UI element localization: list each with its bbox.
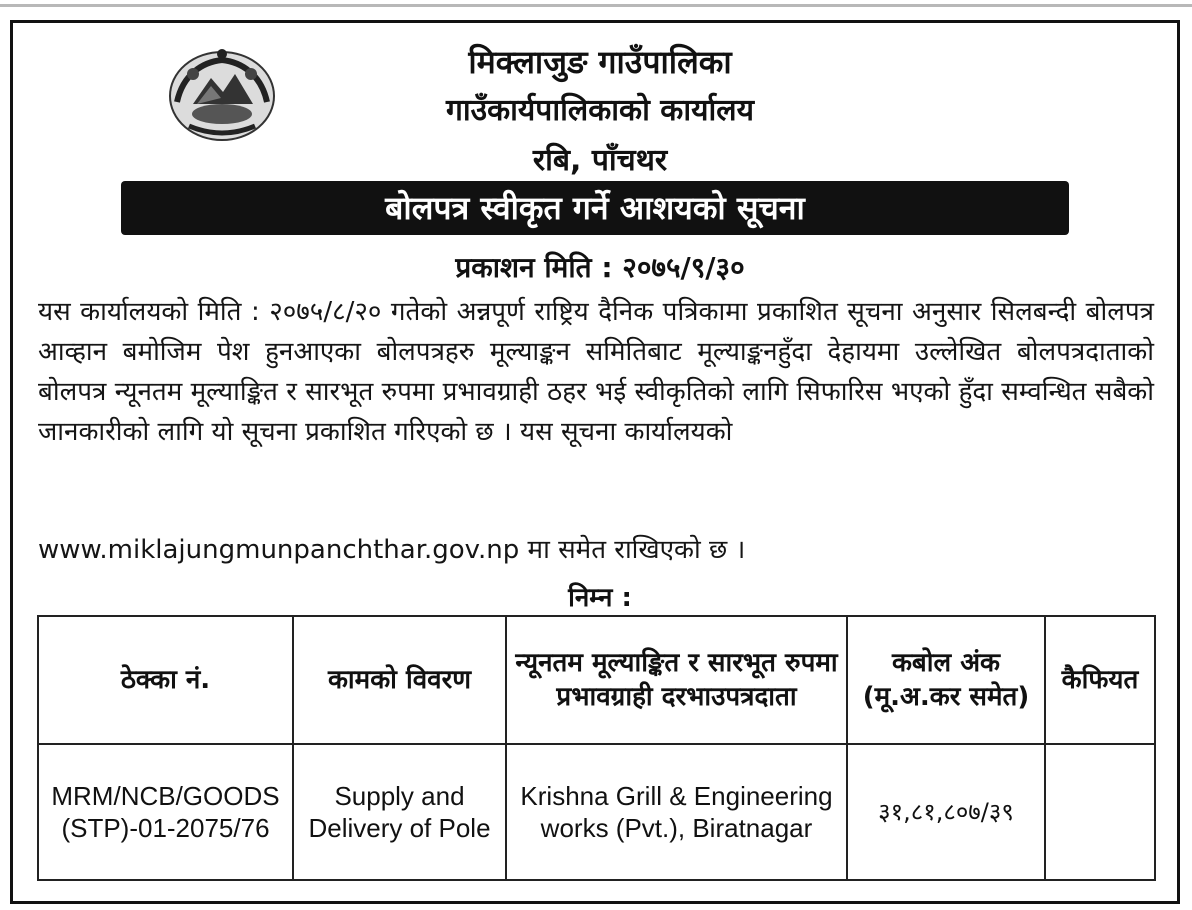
office-name: गाउँकार्यपालिकाको कार्यालय [445, 93, 754, 128]
cell-bidder: Krishna Grill & Engineering works (Pvt.), Biratnagar [506, 744, 847, 880]
notice-title-banner: बोलपत्र स्वीकृत गर्ने आशयको सूचना [121, 181, 1069, 235]
top-rule [0, 4, 1192, 7]
header-bid-amount: कबोल अंक (मू.अ.कर समेत) [847, 616, 1045, 744]
publish-date: प्रकाशन मिति : २०७५/९/३० [455, 251, 745, 284]
header-contract-no: ठेक्का नं. [38, 616, 293, 744]
notice-body [38, 292, 1154, 452]
header-bidder: न्यूनतम मूल्याङ्कित र सारभूत रुपमा प्रभावग्राही दरभाउपत्रदाता [506, 616, 847, 744]
municipality-name: मिक्लाजुङ गाउँपालिका [468, 43, 732, 81]
office-location: रबि, पाँचथर [532, 143, 668, 178]
notice-paragraph: यस कार्यालयको मिति : २०७५/८/२० गतेको अन्नपूर्ण राष्ट्रिय दैनिक पत्रिकामा प्रकाशित सूचना अनुसार सिलबन्दी बोलपत्र आव्हान बमोजिम पेश हुनआएका बोलपत्रहरु मूल्याङ्कन समितिबाट मूल्याङ्कनहुँदा देहायमा उल्लेखित बोलपत्रदाताको बोलपत्र न्यूनतम मूल्याङ्कित र सारभूत रुपमा प्रभावग्राही ठहर भई स्वीकृतिको लागि सिफारिस भएको हुँदा सम्वन्धित सबैको जानकारीको लागि यो सूचना प्रकाशित गरिएको छ । यस सूचना कार्यालयको [38, 297, 1154, 447]
government-emblem-icon [163, 44, 281, 144]
website-line: www.miklajungmunpanchthar.gov.np मा समेत राखिएको छ । [38, 535, 746, 565]
bid-table [37, 615, 1156, 881]
header-remarks: कैफियत [1045, 616, 1155, 744]
cell-work-description: Supply and Delivery of Pole [293, 744, 506, 880]
list-label: निम्न : [568, 583, 632, 613]
header-work-description: कामको विवरण [293, 616, 506, 744]
cell-bid-amount: ३१,८१,८०७/३९ [847, 744, 1045, 880]
table-row [38, 744, 1155, 880]
cell-contract-no: MRM/NCB/GOODS (STP)-01-2075/76 [38, 744, 293, 880]
table-header-row [38, 616, 1155, 744]
cell-remarks [1045, 744, 1155, 880]
